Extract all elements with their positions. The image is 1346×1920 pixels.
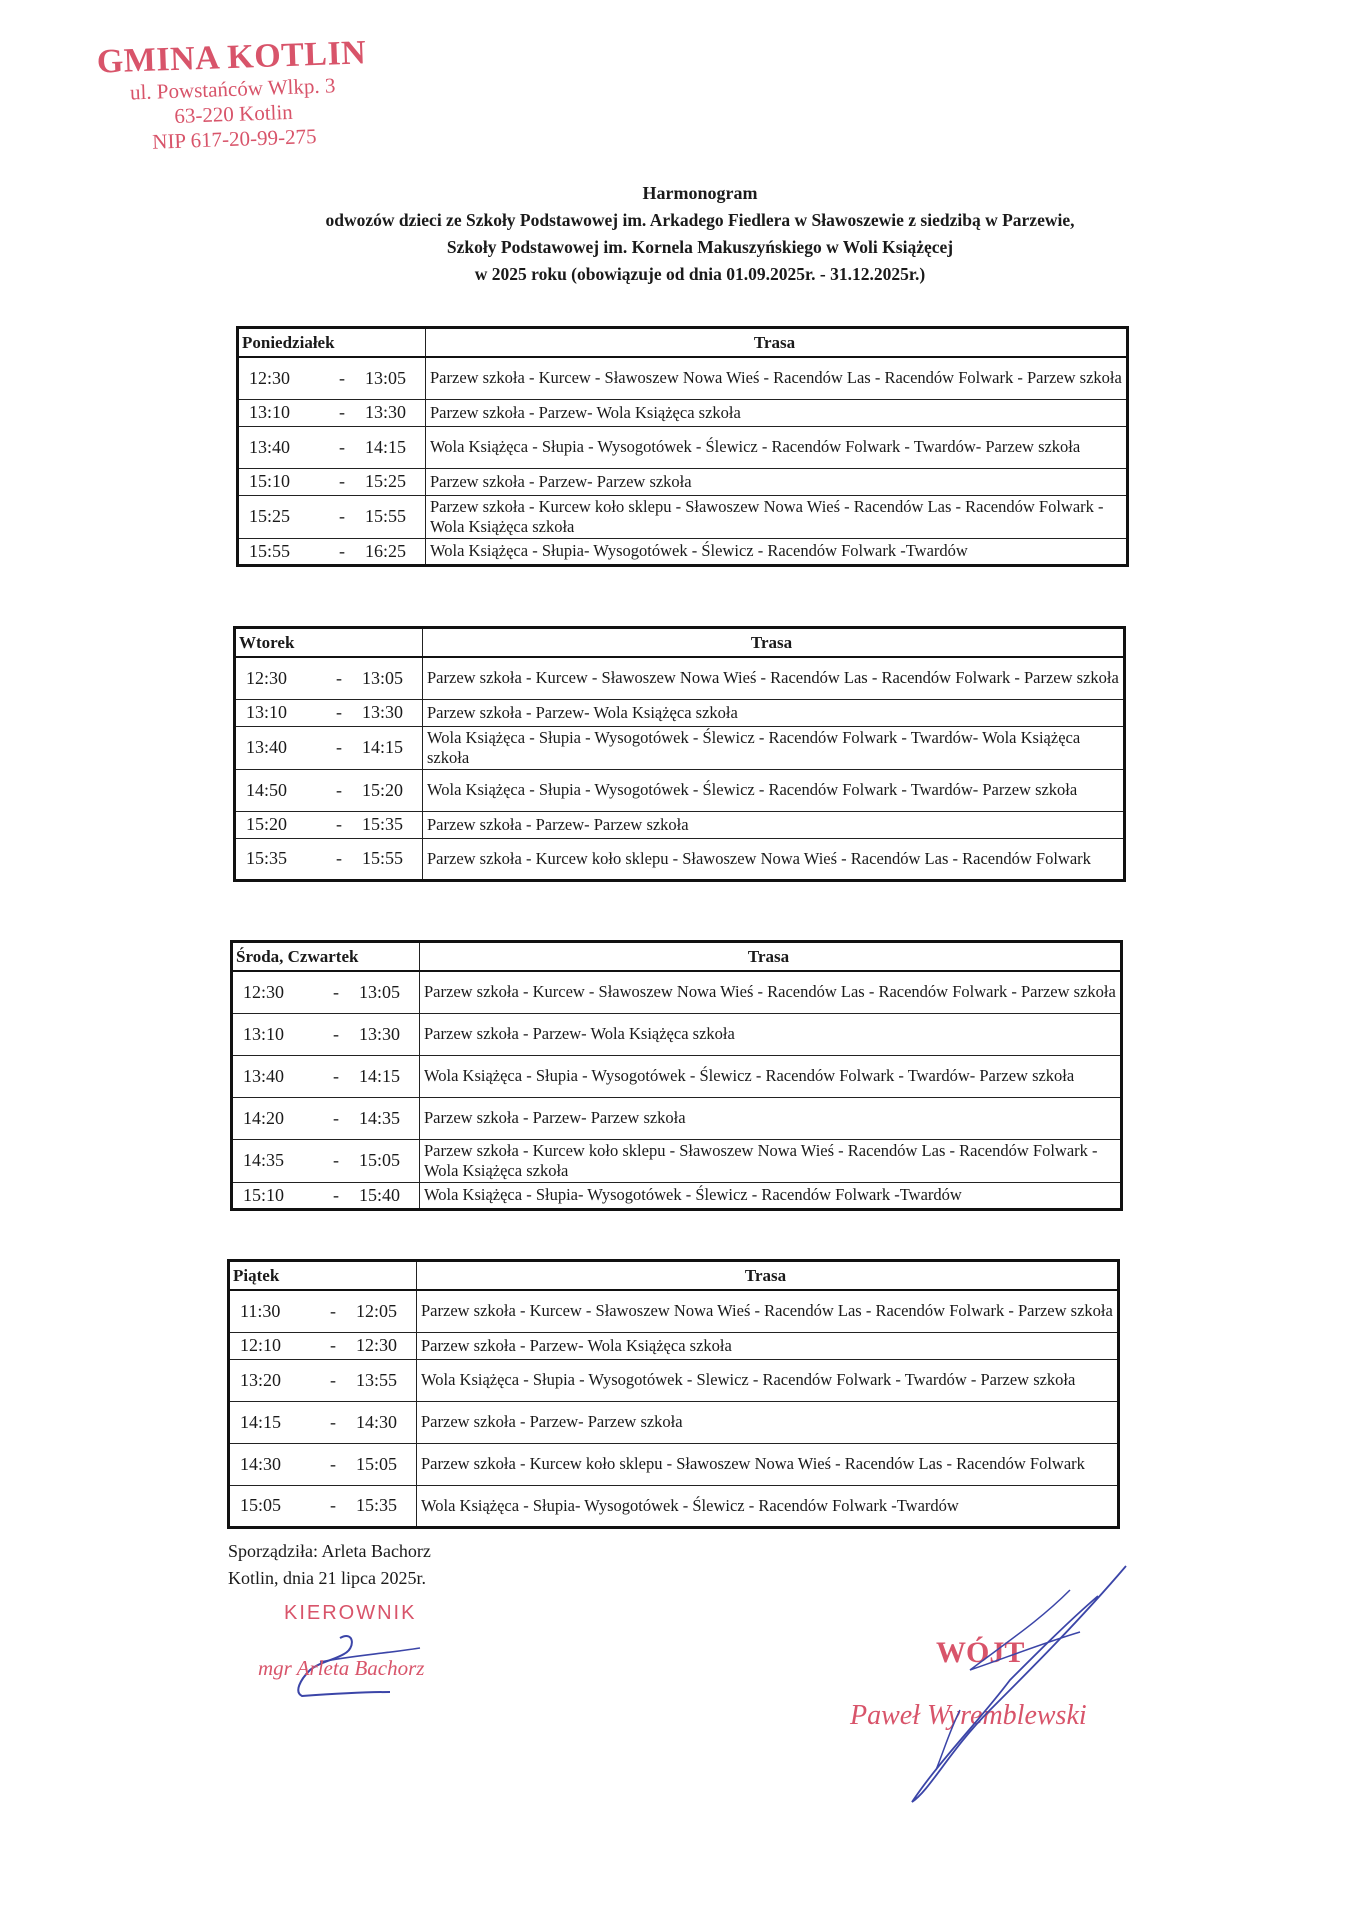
place-date: Kotlin, dnia 21 lipca 2025r. <box>228 1568 426 1588</box>
route-column-header: Trasa <box>420 942 1122 972</box>
time-separator: - <box>336 848 342 868</box>
table-row <box>238 495 1128 538</box>
time-separator: - <box>333 1023 339 1044</box>
table-row <box>235 726 1125 769</box>
day-name: Poniedziałek <box>238 328 426 358</box>
time-separator: - <box>333 1184 339 1205</box>
departure-time: 13:40 <box>243 1065 285 1086</box>
departure-time: 13:20 <box>240 1369 282 1390</box>
route-cell: Wola Książęca - Słupia - Wysogotówek - Ślewicz - Racendów Folwark - Twardów- Parzew szkoła <box>423 769 1125 811</box>
table-row <box>232 1139 1122 1182</box>
time-separator: - <box>330 1495 336 1515</box>
route-cell: Wola Książęca - Słupia - Wysogotówek - Ślewicz - Racendów Folwark - Twardów- Parzew szkoła <box>426 426 1128 468</box>
document-title: Harmonogram <box>642 183 758 203</box>
schedule-table <box>236 326 1129 567</box>
time-cell <box>232 971 420 1013</box>
time-cell <box>232 1182 420 1209</box>
time-cell <box>229 1359 417 1401</box>
stamp-address: ul. Powstańców Wlkp. 3 <box>129 73 336 105</box>
time-cell <box>232 1013 420 1055</box>
route-cell: Wola Książęca - Słupia- Wysogotówek - Ślewicz - Racendów Folwark -Twardów <box>426 538 1128 565</box>
time-cell <box>229 1332 417 1359</box>
time-separator: - <box>330 1300 336 1321</box>
time-separator: - <box>333 1065 339 1086</box>
prepared-by: Sporządziła: Arleta Bachorz <box>228 1541 431 1561</box>
time-cell <box>235 699 423 726</box>
route-cell: Parzew szkoła - Parzew- Parzew szkoła <box>420 1097 1122 1139</box>
time-cell <box>235 838 423 880</box>
time-cell <box>238 538 426 565</box>
route-cell: Parzew szkoła - Kurcew - Sławoszew Nowa Wieś - Racendów Las - Racendów Folwark - Parzew szkoła <box>423 657 1125 699</box>
arrival-time: 14:15 <box>365 436 407 457</box>
document-header <box>200 180 1200 288</box>
time-separator: - <box>330 1369 336 1390</box>
route-cell: Parzew szkoła - Parzew- Wola Książęca szkoła <box>423 699 1125 726</box>
stamp-name: GMINA KOTLIN <box>96 34 367 81</box>
arrival-time: 13:30 <box>362 702 404 722</box>
time-separator: - <box>339 367 345 388</box>
time-cell <box>235 657 423 699</box>
route-cell: Parzew szkoła - Parzew- Parzew szkoła <box>426 468 1128 495</box>
time-separator: - <box>339 471 345 491</box>
departure-time: 13:10 <box>243 1023 285 1044</box>
arrival-time: 13:05 <box>362 667 404 688</box>
table-row <box>238 426 1128 468</box>
stamp-nip: NIP 617-20-99-275 <box>151 124 317 154</box>
time-separator: - <box>336 702 342 722</box>
kierownik-role: KIEROWNIK <box>284 1602 417 1624</box>
time-cell <box>232 1055 420 1097</box>
route-cell: Parzew szkoła - Kurcew - Sławoszew Nowa Wieś - Racendów Las - Racendów Folwark - Parzew szkoła <box>426 357 1128 399</box>
arrival-time: 13:30 <box>365 402 407 422</box>
table-row <box>235 699 1125 726</box>
route-cell: Parzew szkoła - Kurcew - Sławoszew Nowa Wieś - Racendów Las - Racendów Folwark - Parzew szkoła <box>420 971 1122 1013</box>
departure-time: 15:10 <box>243 1184 285 1205</box>
schedule-table <box>227 1259 1120 1529</box>
arrival-time: 15:55 <box>362 848 404 868</box>
arrival-time: 15:20 <box>362 779 404 800</box>
table-row <box>238 357 1128 399</box>
arrival-time: 12:05 <box>356 1300 398 1321</box>
departure-time: 15:20 <box>246 814 288 834</box>
time-separator: - <box>336 779 342 800</box>
arrival-time: 14:15 <box>359 1065 401 1086</box>
departure-time: 14:35 <box>243 1150 285 1170</box>
time-separator: - <box>330 1411 336 1432</box>
time-cell <box>238 495 426 538</box>
wojt-role: WÓJT <box>936 1636 1025 1669</box>
departure-time: 13:40 <box>249 436 291 457</box>
table-row <box>229 1359 1119 1401</box>
time-separator: - <box>339 436 345 457</box>
route-cell: Parzew szkoła - Parzew- Parzew szkoła <box>423 811 1125 838</box>
time-cell <box>232 1097 420 1139</box>
route-cell: Wola Książęca - Słupia - Wysogotówek - Ślewicz - Racendów Folwark - Twardów- Wola Książęca szkoła <box>423 726 1125 769</box>
table-row <box>238 399 1128 426</box>
route-cell: Parzew szkoła - Parzew- Wola Książęca szkoła <box>420 1013 1122 1055</box>
time-cell <box>232 1139 420 1182</box>
departure-time: 15:10 <box>249 471 291 491</box>
header-line-1: odwozów dzieci ze Szkoły Podstawowej im. Arkadego Fiedlera w Sławoszewie z siedzibą w Parzewie, <box>325 210 1075 230</box>
arrival-time: 15:55 <box>365 506 407 526</box>
table-row <box>229 1290 1119 1332</box>
departure-time: 15:25 <box>249 506 291 526</box>
departure-time: 15:55 <box>249 540 291 561</box>
arrival-time: 15:05 <box>356 1453 398 1474</box>
arrival-time: 13:05 <box>365 367 407 388</box>
arrival-time: 14:35 <box>359 1107 401 1128</box>
signature-scribble-right <box>840 1560 1140 1810</box>
arrival-time: 15:25 <box>365 471 407 491</box>
time-separator: - <box>339 506 345 526</box>
arrival-time: 14:15 <box>362 737 404 757</box>
table-row <box>232 1055 1122 1097</box>
time-cell <box>238 468 426 495</box>
time-cell <box>235 726 423 769</box>
table-row <box>235 657 1125 699</box>
schedule-table <box>233 626 1126 882</box>
table-row <box>232 1013 1122 1055</box>
arrival-time: 14:30 <box>356 1411 398 1432</box>
route-cell: Wola Książęca - Słupia - Wysogotówek - Ślewicz - Racendów Folwark - Twardów- Parzew szkoła <box>420 1055 1122 1097</box>
day-name: Środa, Czwartek <box>232 942 420 972</box>
route-cell: Wola Książęca - Słupia- Wysogotówek - Ślewicz - Racendów Folwark -Twardów <box>420 1182 1122 1209</box>
time-cell <box>229 1401 417 1443</box>
table-row <box>238 468 1128 495</box>
time-separator: - <box>336 667 342 688</box>
signature-wojt <box>840 1560 1140 1810</box>
time-separator: - <box>336 814 342 834</box>
route-cell: Parzew szkoła - Kurcew koło sklepu - Sławoszew Nowa Wieś - Racendów Las - Racendów Folwark - Wola Książęca szkoła <box>420 1139 1122 1182</box>
route-column-header: Trasa <box>423 628 1125 658</box>
route-cell: Wola Książęca - Słupia- Wysogotówek - Ślewicz - Racendów Folwark -Twardów <box>417 1485 1119 1527</box>
time-cell <box>229 1485 417 1527</box>
municipality-stamp <box>86 34 380 157</box>
route-cell: Parzew szkoła - Parzew- Parzew szkoła <box>417 1401 1119 1443</box>
header-line-2: Szkoły Podstawowej im. Kornela Makuszyńskiego w Woli Książęcej <box>446 237 954 257</box>
route-cell: Parzew szkoła - Kurcew koło sklepu - Sławoszew Nowa Wieś - Racendów Las - Racendów Folwark - Wola Książęca szkoła <box>426 495 1128 538</box>
route-cell: Parzew szkoła - Parzew- Wola Książęca szkoła <box>426 399 1128 426</box>
route-cell: Parzew szkoła - Kurcew koło sklepu - Sławoszew Nowa Wieś - Racendów Las - Racendów Folwark <box>417 1443 1119 1485</box>
table-row <box>229 1443 1119 1485</box>
arrival-time: 15:40 <box>359 1184 401 1205</box>
day-name: Wtorek <box>235 628 423 658</box>
day-name: Piątek <box>229 1261 417 1291</box>
table-row <box>229 1332 1119 1359</box>
time-separator: - <box>330 1335 336 1355</box>
route-cell: Wola Książęca - Słupia - Wysogotówek - Slewicz - Racendów Folwark - Twardów - Parzew szkoła <box>417 1359 1119 1401</box>
time-separator: - <box>333 1150 339 1170</box>
arrival-time: 13:05 <box>359 981 401 1002</box>
time-separator: - <box>339 540 345 561</box>
kierownik-name: mgr Arleta Bachorz <box>258 1656 425 1680</box>
arrival-time: 15:05 <box>359 1150 401 1170</box>
signature-kierownik <box>250 1600 480 1710</box>
table-row <box>232 1097 1122 1139</box>
time-separator: - <box>336 737 342 757</box>
arrival-time: 16:25 <box>365 540 407 561</box>
time-cell <box>229 1443 417 1485</box>
time-cell <box>229 1290 417 1332</box>
departure-time: 14:50 <box>246 779 288 800</box>
time-cell <box>238 399 426 426</box>
arrival-time: 12:30 <box>356 1335 398 1355</box>
stamp-postal: 63-220 Kotlin <box>173 99 294 128</box>
arrival-time: 13:55 <box>356 1369 398 1390</box>
departure-time: 14:15 <box>240 1411 282 1432</box>
departure-time: 13:10 <box>249 402 291 422</box>
table-row <box>232 1182 1122 1209</box>
departure-time: 15:35 <box>246 848 288 868</box>
route-column-header: Trasa <box>417 1261 1119 1291</box>
table-row <box>229 1485 1119 1527</box>
time-separator: - <box>339 402 345 422</box>
table-row <box>232 971 1122 1013</box>
route-cell: Parzew szkoła - Kurcew koło sklepu - Sławoszew Nowa Wieś - Racendów Las - Racendów Folwark <box>423 838 1125 880</box>
departure-time: 11:30 <box>240 1300 281 1321</box>
arrival-time: 15:35 <box>362 814 404 834</box>
table-row <box>235 811 1125 838</box>
time-separator: - <box>333 1107 339 1128</box>
time-cell <box>238 357 426 399</box>
arrival-time: 15:35 <box>356 1495 398 1515</box>
departure-time: 15:05 <box>240 1495 282 1515</box>
route-cell: Parzew szkoła - Parzew- Wola Książęca szkoła <box>417 1332 1119 1359</box>
departure-time: 12:10 <box>240 1335 282 1355</box>
time-cell <box>235 769 423 811</box>
time-separator: - <box>333 981 339 1002</box>
route-cell: Parzew szkoła - Kurcew - Sławoszew Nowa Wieś - Racendów Las - Racendów Folwark - Parzew szkoła <box>417 1290 1119 1332</box>
departure-time: 14:30 <box>240 1453 282 1474</box>
table-row <box>235 838 1125 880</box>
table-row <box>229 1401 1119 1443</box>
table-row <box>235 769 1125 811</box>
time-cell <box>238 426 426 468</box>
departure-time: 12:30 <box>249 367 291 388</box>
wojt-name: Paweł Wyremblewski <box>850 1700 1087 1731</box>
departure-time: 13:10 <box>246 702 288 722</box>
departure-time: 14:20 <box>243 1107 285 1128</box>
time-separator: - <box>330 1453 336 1474</box>
document-footer <box>228 1538 431 1592</box>
departure-time: 13:40 <box>246 737 288 757</box>
time-cell <box>235 811 423 838</box>
route-column-header: Trasa <box>426 328 1128 358</box>
table-row <box>238 538 1128 565</box>
departure-time: 12:30 <box>243 981 285 1002</box>
header-line-3: w 2025 roku (obowiązuje od dnia 01.09.2025r. - 31.12.2025r.) <box>474 264 926 284</box>
departure-time: 12:30 <box>246 667 288 688</box>
schedule-table <box>230 940 1123 1211</box>
arrival-time: 13:30 <box>359 1023 401 1044</box>
